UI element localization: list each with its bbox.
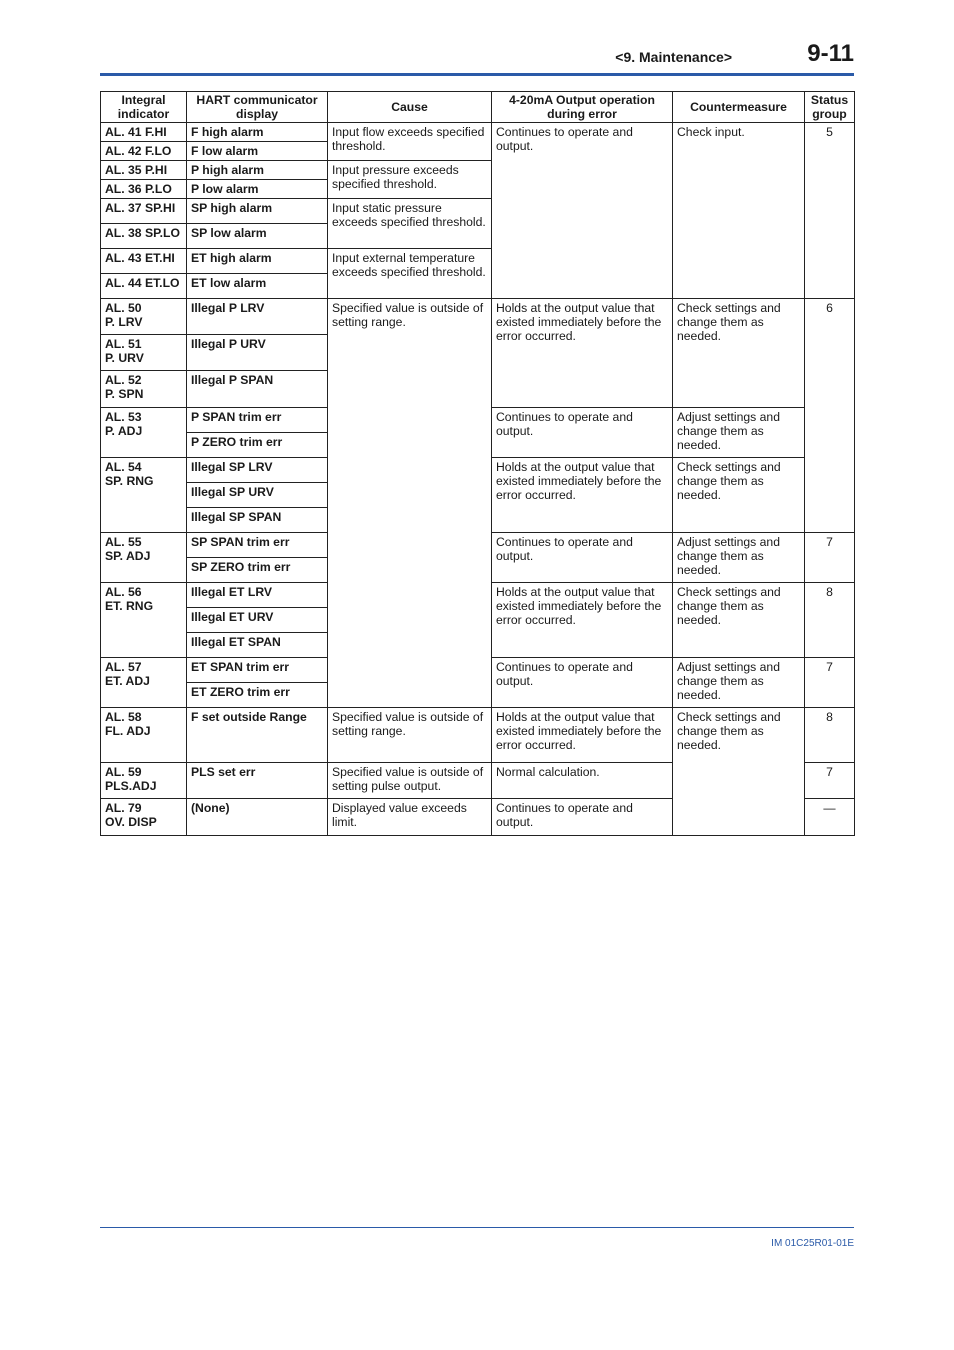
hart-cell: P low alarm — [187, 180, 328, 199]
indicator-cell: AL. 55 SP. ADJ — [101, 533, 187, 583]
indicator-cell: AL. 58 FL. ADJ — [101, 708, 187, 763]
hart-cell: ET SPAN trim err — [187, 658, 328, 683]
hart-cell: (None) — [187, 799, 328, 836]
indicator-cell: AL. 53 P. ADJ — [101, 408, 187, 458]
status-group-cell: — — [805, 799, 855, 836]
col-header-indicator: Integral indicator — [101, 92, 187, 123]
countermeasure-cell: Check settings and change them as needed. — [673, 708, 805, 836]
col-header-hart: HART communicator display — [187, 92, 328, 123]
hart-cell: Illegal SP LRV — [187, 458, 328, 483]
indicator-cell: AL. 38 SP.LO — [101, 224, 187, 249]
indicator-cell: AL. 35 P.HI — [101, 161, 187, 180]
cause-cell: Specified value is outside of setting range. — [328, 708, 492, 763]
indicator-cell: AL. 57 ET. ADJ — [101, 658, 187, 708]
countermeasure-cell: Adjust settings and change them as needed. — [673, 408, 805, 458]
hart-cell: SP ZERO trim err — [187, 558, 328, 583]
indicator-cell: AL. 56 ET. RNG — [101, 583, 187, 658]
hart-cell: Illegal ET URV — [187, 608, 328, 633]
countermeasure-cell: Adjust settings and change them as needed. — [673, 533, 805, 583]
output-cell: Continues to operate and output. — [492, 408, 673, 458]
hart-cell: Illegal ET SPAN — [187, 633, 328, 658]
status-group-cell: 6 — [805, 299, 855, 533]
cause-cell: Specified value is outside of setting pulse output. — [328, 763, 492, 799]
cause-cell: Displayed value exceeds limit. — [328, 799, 492, 836]
col-header-cause: Cause — [328, 92, 492, 123]
section-title: <9. Maintenance> — [615, 49, 732, 65]
page-header — [100, 40, 854, 74]
hart-cell: F low alarm — [187, 142, 328, 161]
cause-cell: Input flow exceeds specified threshold. — [328, 123, 492, 161]
indicator-cell: AL. 51 P. URV — [101, 335, 187, 371]
hart-cell: P ZERO trim err — [187, 433, 328, 458]
countermeasure-cell: Adjust settings and change them as needed. — [673, 658, 805, 708]
countermeasure-cell: Check settings and change them as needed. — [673, 299, 805, 408]
output-cell: Normal calculation. — [492, 763, 673, 799]
hart-cell: P SPAN trim err — [187, 408, 328, 433]
hart-cell: F set outside Range — [187, 708, 328, 763]
indicator-cell: AL. 36 P.LO — [101, 180, 187, 199]
indicator-cell: AL. 43 ET.HI — [101, 249, 187, 274]
cause-cell: Input pressure exceeds specified threshold. — [328, 161, 492, 199]
output-cell: Continues to operate and output. — [492, 799, 673, 836]
indicator-cell: AL. 79 OV. DISP — [101, 799, 187, 836]
alarm-table — [100, 91, 855, 836]
hart-cell: SP SPAN trim err — [187, 533, 328, 558]
page-number: 9-11 — [807, 40, 854, 67]
col-header-output: 4-20mA Output operation during error — [492, 92, 673, 123]
hart-cell: Illegal P SPAN — [187, 371, 328, 408]
indicator-cell: AL. 42 F.LO — [101, 142, 187, 161]
indicator-cell: AL. 41 F.HI — [101, 123, 187, 142]
hart-cell: P high alarm — [187, 161, 328, 180]
col-header-countermeasure: Countermeasure — [673, 92, 805, 123]
hart-cell: F high alarm — [187, 123, 328, 142]
output-cell: Holds at the output value that existed immediately before the error occurred. — [492, 299, 673, 408]
hart-cell: Illegal P URV — [187, 335, 328, 371]
indicator-cell: AL. 54 SP. RNG — [101, 458, 187, 533]
status-group-cell: 7 — [805, 763, 855, 799]
hart-cell: PLS set err — [187, 763, 328, 799]
indicator-cell: AL. 52 P. SPN — [101, 371, 187, 408]
document-id: IM 01C25R01-01E — [771, 1238, 854, 1249]
output-cell: Continues to operate and output. — [492, 533, 673, 583]
status-group-cell: 8 — [805, 583, 855, 658]
countermeasure-cell: Check settings and change them as needed. — [673, 458, 805, 533]
table-row — [101, 299, 855, 335]
output-cell: Holds at the output value that existed immediately before the error occurred. — [492, 458, 673, 533]
cause-cell: Input external temperature exceeds specified threshold. — [328, 249, 492, 299]
cause-cell: Input static pressure exceeds specified threshold. — [328, 199, 492, 249]
hart-cell: SP high alarm — [187, 199, 328, 224]
hart-cell: Illegal P LRV — [187, 299, 328, 335]
hart-cell: SP low alarm — [187, 224, 328, 249]
output-cell: Holds at the output value that existed immediately before the error occurred. — [492, 708, 673, 763]
output-cell: Holds at the output value that existed immediately before the error occurred. — [492, 583, 673, 658]
cause-cell: Specified value is outside of setting range. — [328, 299, 492, 708]
indicator-cell: AL. 50 P. LRV — [101, 299, 187, 335]
hart-cell: Illegal SP SPAN — [187, 508, 328, 533]
indicator-cell: AL. 44 ET.LO — [101, 274, 187, 299]
table-row — [101, 708, 855, 763]
countermeasure-cell: Check settings and change them as needed. — [673, 583, 805, 658]
hart-cell: ET low alarm — [187, 274, 328, 299]
table-row — [101, 123, 855, 142]
indicator-cell: AL. 37 SP.HI — [101, 199, 187, 224]
countermeasure-cell: Check input. — [673, 123, 805, 299]
col-header-status: Status group — [805, 92, 855, 123]
indicator-cell: AL. 59 PLS.ADJ — [101, 763, 187, 799]
status-group-cell: 8 — [805, 708, 855, 763]
footer-rule — [100, 1227, 854, 1228]
status-group-cell: 5 — [805, 123, 855, 299]
header-rule — [100, 73, 854, 76]
hart-cell: ET high alarm — [187, 249, 328, 274]
output-cell: Continues to operate and output. — [492, 123, 673, 299]
output-cell: Continues to operate and output. — [492, 658, 673, 708]
hart-cell: ET ZERO trim err — [187, 683, 328, 708]
table-header-row — [101, 92, 855, 123]
hart-cell: Illegal ET LRV — [187, 583, 328, 608]
status-group-cell: 7 — [805, 658, 855, 708]
hart-cell: Illegal SP URV — [187, 483, 328, 508]
status-group-cell: 7 — [805, 533, 855, 583]
